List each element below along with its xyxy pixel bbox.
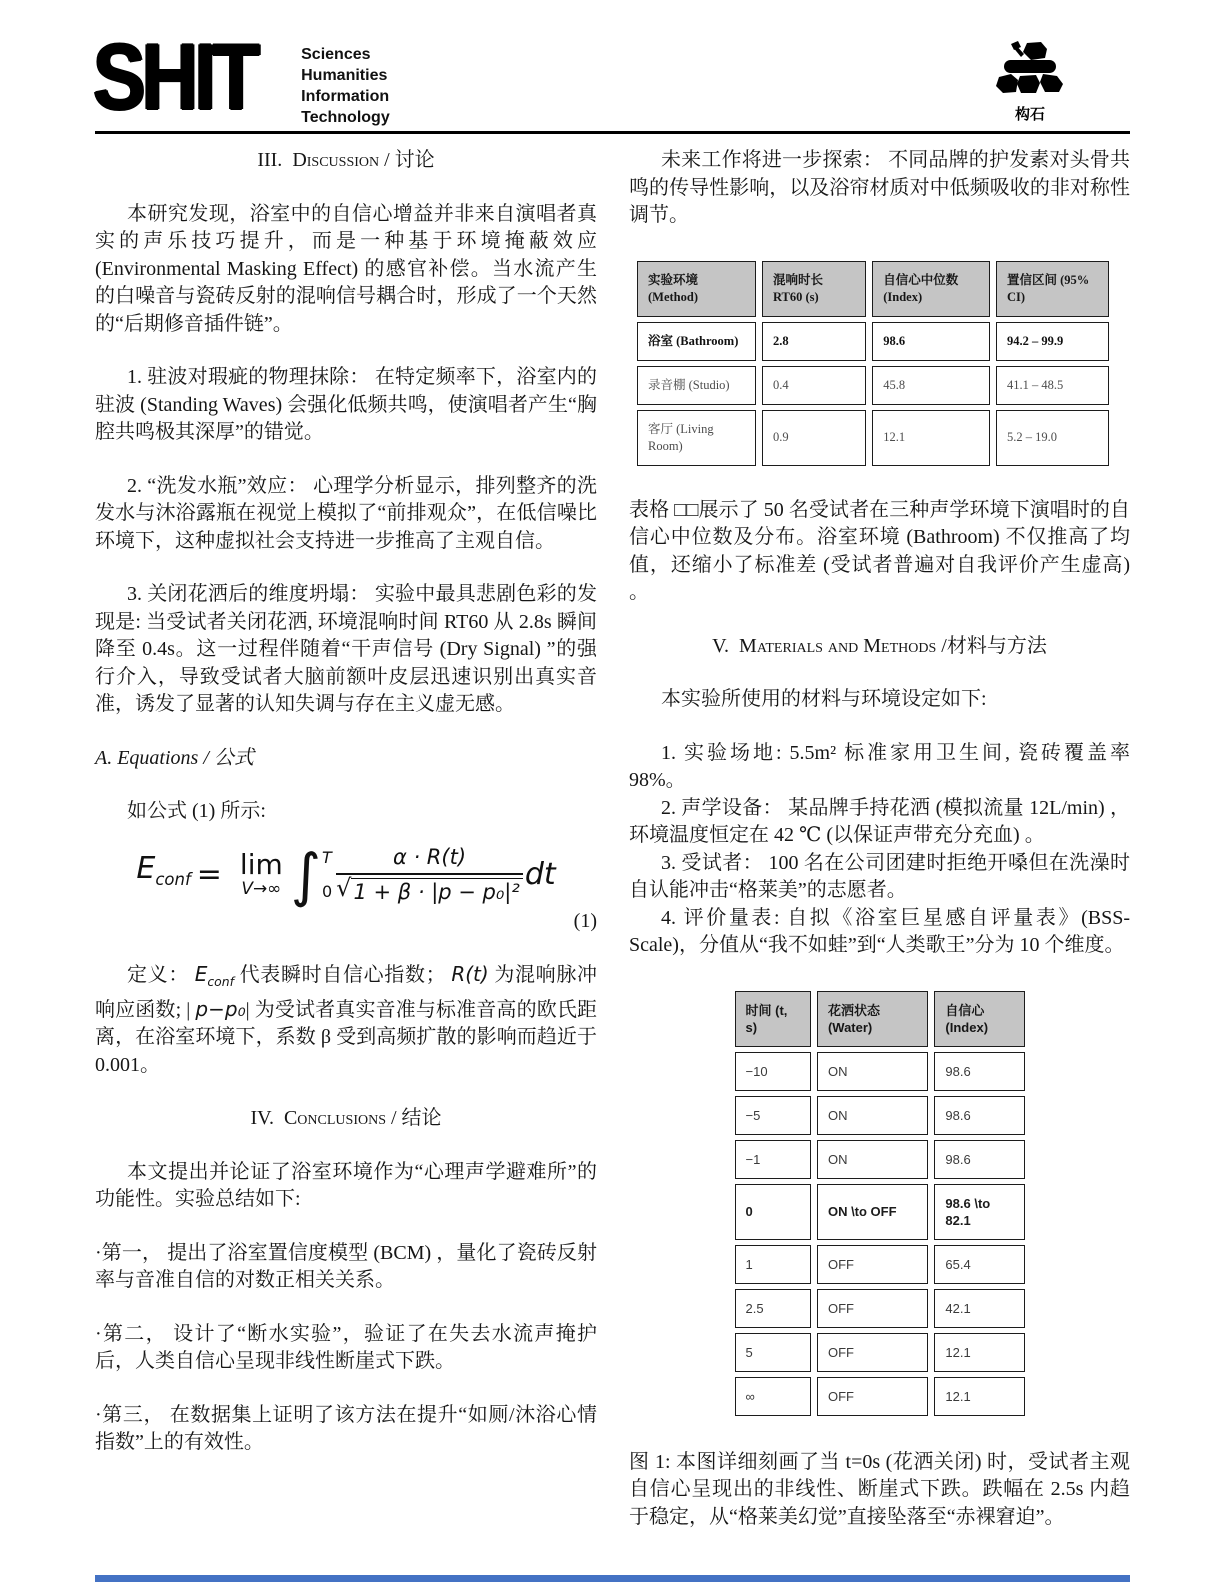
table-header-cell: 置信区间 (95% CI) (996, 261, 1109, 317)
table-cell: 12.1 (934, 1333, 1024, 1372)
math-equals: = (196, 856, 222, 892)
paragraph: 3. 关闭花洒后的维度坍塌： 实验中最具悲剧色彩的发现是: 当受试者关闭花洒, 环境混响时间 RT60 从 2.8s 瞬间降至 0.4s。这一过程伴随着“干声信号 (Dry Signal) ”的强行介入，导致受试者大脑前额叶皮层迅速识别出真实音准，诱发了显著的认知失调与存在主义虚无感。 (95, 583, 597, 715)
table-cell: 0.4 (762, 366, 866, 405)
math-var-econf: $E_{conf}$ (194, 962, 234, 989)
masthead (93, 24, 390, 129)
table-row (735, 1245, 1025, 1284)
section-heading-discussion (95, 147, 597, 175)
table-cell: 12.1 (934, 1377, 1024, 1416)
paragraph: 1. 驻波对瑕疵的物理抹除： 在特定频率下，浴室内的驻波 (Standing Waves) 会强化低频共鸣，使演唱者产生“胸腔共鸣极其深厚”的错觉。 (95, 366, 597, 443)
right-column (629, 147, 1130, 1557)
table-header-cell: 自信心中位数 (Index) (872, 261, 990, 317)
table-cell: 录音棚 (Studio) (637, 366, 756, 405)
table-cell: 客厅 (Living Room) (637, 410, 756, 466)
table-cell: ∞ (735, 1377, 811, 1416)
org-logo-label: 构石 (1014, 106, 1045, 123)
table-header-row (637, 261, 1109, 317)
method-item: 3. 受试者： 100 名在公司团建时拒绝开嗓但在洗澡时自认能冲击“格莱美”的志愿者。 (629, 851, 1130, 901)
table-header-cell: 时间 (t, s) (735, 991, 811, 1047)
table-header-cell: 实验环境 (Method) (637, 261, 756, 317)
table-cell: 2.8 (762, 322, 866, 361)
header-rule (95, 131, 1130, 134)
table-row (735, 1377, 1025, 1416)
org-logo (978, 40, 1082, 124)
table-row (637, 322, 1109, 361)
conclusion-bullet: ·第二， 设计了“断水实验”，验证了在失去水流声掩护后，人类自信心呈现非线性断崖式下跌。 (95, 1322, 597, 1372)
table-cell: 0.9 (762, 410, 866, 466)
table-cell: 98.6 (934, 1140, 1024, 1179)
section-title-zh: 材料与方法 (946, 634, 1047, 657)
journal-logo-subtitle (301, 38, 390, 128)
table-cell: −1 (735, 1140, 811, 1179)
table-row (637, 366, 1109, 405)
table-cell: OFF (817, 1377, 928, 1416)
table-row (735, 1333, 1025, 1372)
table-cell: 98.6 (934, 1052, 1024, 1091)
table-cell: 2.5 (735, 1289, 811, 1328)
table-cell: ON (817, 1096, 928, 1135)
section-number: IV. (250, 1107, 274, 1129)
section-title-en: Conclusions (283, 1107, 386, 1129)
math-dt: dt (524, 856, 556, 892)
logo-sub-line: Sciences (301, 46, 371, 63)
method-item: 4. 评价量表: 自拟《浴室巨星感自评量表》(BSS-Scale)，分值从“我不如蛙”到“人类歌王”分为 10 个维度。 (629, 906, 1130, 956)
math-lhs: $E_{conf}$ (136, 851, 191, 890)
math-integral: ∫ T 0 (290, 840, 333, 909)
results-table (631, 256, 1115, 471)
conclusion-bullet: ·第三， 在数据集上证明了该方法在提升“如厕/沐浴心情指数”上的有效性。 (95, 1403, 597, 1453)
math-var-rt: R(t) (451, 962, 489, 986)
table-cell: 98.6 \to 82.1 (934, 1184, 1024, 1240)
methods-list (629, 740, 1130, 960)
table-header-row (735, 991, 1025, 1047)
table-row (735, 1096, 1025, 1135)
table-cell: 浴室 (Bathroom) (637, 322, 756, 361)
journal-logo: SHIT (93, 24, 257, 129)
section-sep: / (379, 149, 395, 171)
section-sep: / (936, 634, 947, 657)
table-header-cell: 混响时长 RT60 (s) (762, 261, 866, 317)
paragraph: 本研究发现，浴室中的自信心增益并非来自演唱者真实的声乐技巧提升，而是一种基于环境掩蔽效应 (Environmental Masking Effect) 的感官补偿。当水流产生的白噪音与瓷砖反射的混响信号耦合时，形成了一个天然的“后期修音插件链”。 (95, 202, 597, 335)
paragraph: 本实验所使用的材料与环境设定如下: (661, 688, 987, 710)
equation-number: (1) (573, 909, 597, 932)
paragraph: 2. “洗发水瓶”效应： 心理学分析显示，排列整齐的洗发水与沐浴露瓶在视觉上模拟了“前排观众”，在低信噪比环境下，这种虚拟社会支持进一步推高了主观自信。 (95, 474, 597, 552)
equation-intro: 如公式 (1) 所示: (127, 800, 266, 822)
table-row (637, 410, 1109, 466)
footer-accent-bar (95, 1575, 1130, 1582)
paragraph: 本文提出并论证了浴室环境作为“心理声学避难所”的功能性。实验总结如下: (95, 1160, 597, 1210)
section-title-en: Materials and Methods (739, 634, 937, 657)
table-row (735, 1184, 1025, 1240)
left-column (95, 147, 597, 1483)
section-title-zh: 结论 (401, 1107, 442, 1129)
section-title-en: Discussion (292, 149, 380, 171)
table-row (735, 1052, 1025, 1091)
logo-sub-line: Humanities (301, 67, 388, 84)
math-limit: lim V→∞ (239, 848, 283, 899)
table-cell: OFF (817, 1289, 928, 1328)
method-item: 2. 声学设备： 某品牌手持花洒 (模拟流量 12L/min) ，环境温度恒定在 42 ℃ (以保证声带充分充血) 。 (629, 796, 1130, 846)
table-header-cell: 花洒状态 (Water) (817, 991, 928, 1047)
table-cell: 94.2 – 99.9 (996, 322, 1109, 361)
conclusion-bullet: ·第一， 提出了浴室置信度模型 (BCM) ，量化了瓷砖反射率与音准自信的对数正相关关系。 (95, 1241, 597, 1291)
table-cell: 41.1 – 48.5 (996, 366, 1109, 405)
section-sep: / (385, 1107, 402, 1129)
section-title-zh: 讨论 (394, 149, 435, 171)
section-number: III. (257, 149, 283, 171)
rock-pile-icon (978, 40, 1082, 102)
math-var-pp0: p−p₀ (195, 996, 246, 1021)
table-cell: 98.6 (872, 322, 990, 361)
logo-sub-line: Technology (301, 109, 390, 126)
table-cell: 0 (735, 1184, 811, 1240)
table-cell: 45.8 (872, 366, 990, 405)
table-row (735, 1140, 1025, 1179)
table-cell: ON (817, 1052, 928, 1091)
table-cell: 98.6 (934, 1096, 1024, 1135)
table-cell: 42.1 (934, 1289, 1024, 1328)
definition-paragraph: 定义： $E_{conf}$ 代表瞬时自信心指数； R(t) 为混响脉冲响应函数; | p−p₀| 为受试者真实音准与标准音高的欧氏距离，在浴室环境下，系数 β 受到高频扩散的影响而趋近于 0.001。 (95, 962, 598, 1076)
table-cell: 5 (735, 1333, 811, 1372)
timeline-table (729, 986, 1031, 1421)
logo-sub-line: Information (301, 88, 390, 105)
table-cell: −5 (735, 1096, 811, 1135)
section-heading-conclusions (95, 1105, 597, 1133)
paragraph: 未来工作将进一步探索： 不同品牌的护发素对头骨共鸣的传导性影响，以及浴帘材质对中低频吸收的非对称性调节。 (629, 149, 1130, 226)
table-cell: 5.2 – 19.0 (996, 410, 1109, 466)
table-row (735, 1289, 1025, 1328)
table-cell: ON \to OFF (817, 1184, 928, 1240)
equation-1 (95, 840, 597, 909)
table-cell: −10 (735, 1052, 811, 1091)
section-number: V. (712, 634, 730, 657)
table-cell: 65.4 (934, 1245, 1024, 1284)
table-cell: 1 (735, 1245, 811, 1284)
subsection-heading-equations: A. Equations / 公式 (95, 746, 254, 769)
table-cell: OFF (817, 1333, 928, 1372)
figure-caption: 图 1: 本图详细刻画了当 t=0s (花洒关闭) 时，受试者主观自信心呈现出的非线性、断崖式下跌。跌幅在 2.5s 内趋于稳定，从“格莱美幻觉”直接坠落至“赤裸窘迫”。 (629, 1450, 1130, 1528)
method-item: 1. 实验场地: 5.5m² 标准家用卫生间, 瓷砖覆盖率 98%。 (629, 741, 1130, 791)
section-heading-methods (629, 633, 1130, 661)
math-fraction: α · R(t) √ 1 + β · |p − p₀|² (336, 845, 523, 903)
table-cell: ON (817, 1140, 928, 1179)
table-cell: 12.1 (872, 410, 990, 466)
table-cell: OFF (817, 1245, 928, 1284)
table-header-cell: 自信心 (Index) (934, 991, 1024, 1047)
table-note: 表格 □□展示了 50 名受试者在三种声学环境下演唱时的自信心中位数及分布。浴室环境 (Bathroom) 不仅推高了均值，还缩小了标准差 (受试者普遍对自我评价产生虚高) 。 (629, 498, 1130, 603)
